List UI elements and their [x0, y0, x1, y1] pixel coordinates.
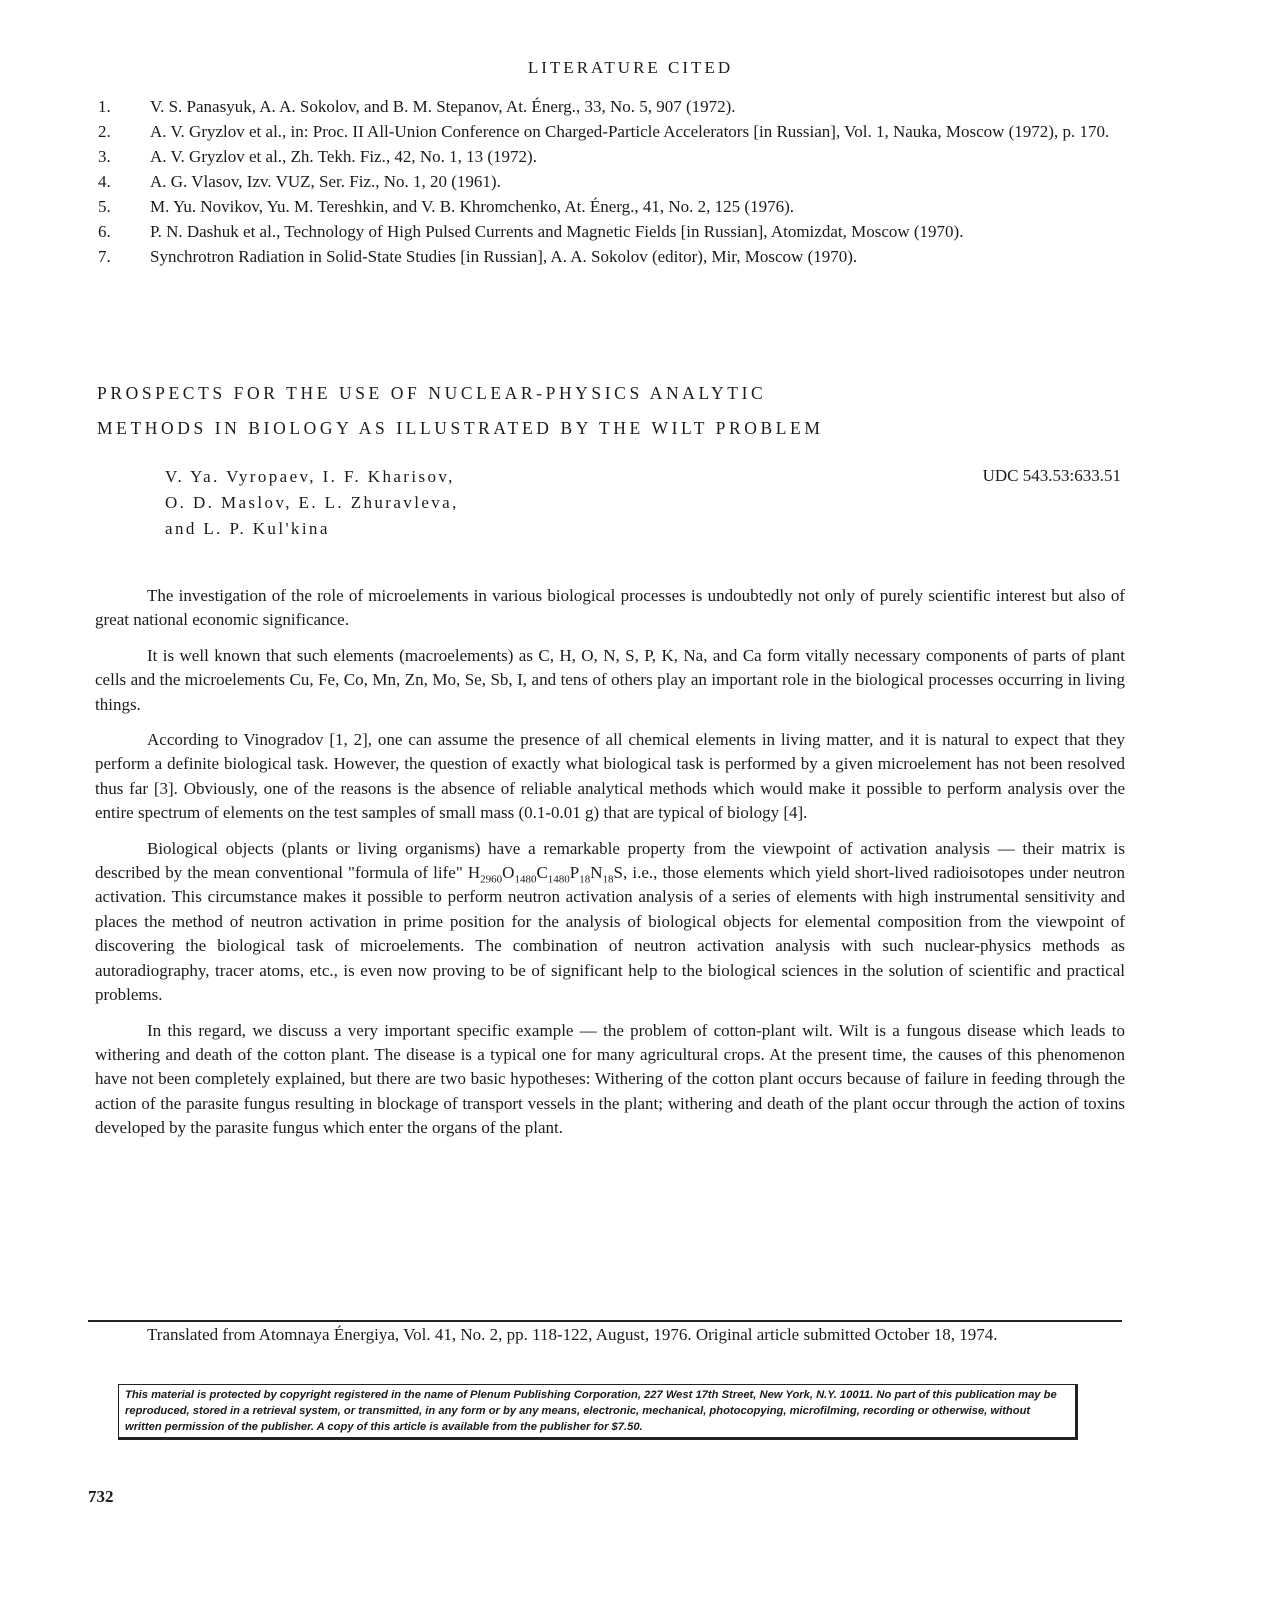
formula-of-life: $H_{2960}O_{1480}C_{1480}P_{18}N_{18}S$ [467, 863, 623, 886]
authors-line-2: O. D. Maslov, E. L. Zhuravleva, [165, 493, 459, 512]
article-title-line-1: PROSPECTS FOR THE USE OF NUCLEAR-PHYSICS ANALYTIC [97, 383, 767, 403]
reference-item [98, 244, 1178, 269]
footnote-divider [88, 1320, 1122, 1322]
paragraph-4 [95, 837, 1125, 1008]
reference-text: V. S. Panasyuk, A. A. Sokolov, and B. M. Stepanov, At. Énerg., 33, No. 5, 907 (1972). [150, 97, 736, 116]
paragraph-3: According to Vinogradov [1, 2], one can assume the presence of all chemical elements in living matter, and it is natural to expect that they perform a definite biological task. However, the question of exactly what biological task is performed by a given microelement has not been resolved thus far [3]. Obviously, one of the reasons is the absence of reliable analytical methods which would make it possible to perform analysis over the entire spectrum of elements on the test samples of small mass (0.1-0.01 g) that are typical of biology [4]. [95, 730, 1125, 823]
article-body [95, 584, 1125, 1152]
reference-item [98, 144, 1178, 169]
reference-number: 7. [98, 247, 111, 266]
copyright-notice: This material is protected by copyright registered in the name of Plenum Publishing Corporation, 227 West 17th Street, New York, N.Y. 10011. No part of this publication may be reproduced, stored in a retrieval system, or transmitted, in any form or by any means, electronic, mechanical, photocopying, microfilming, recording or otherwise, without written permission of the publisher. A copy of this article is available from the publisher for $7.50. [118, 1384, 1078, 1440]
reference-item [98, 194, 1178, 219]
reference-text: P. N. Dashuk et al., Technology of High Pulsed Currents and Magnetic Fields [in Russian], Atomizdat, Moscow (1970). [150, 222, 964, 241]
paragraph-4-end: , i.e., those elements which yield short-lived radioisotopes under neutron activation. This circumstance makes it possible to perform neutron activation analysis of a series of elements with high instrumental sensitivity and places the method of neutron activation in prime position for the analysis of biological objects for elemental composition from the viewpoint of discovering the biological task of microelements. The combination of neutron activation analysis with such nuclear-physics methods as autoradiography, tracer atoms, etc., is even now proving to be of significant help to the biological sciences in the solution of scientific and practical problems. [95, 863, 1125, 1005]
reference-text: Synchrotron Radiation in Solid-State Studies [in Russian], A. A. Sokolov (editor), Mir, Moscow (1970). [150, 247, 858, 266]
reference-item [98, 219, 1178, 244]
reference-item [98, 169, 1178, 194]
reference-text: A. G. Vlasov, Izv. VUZ, Ser. Fiz., No. 1, 20 (1961). [150, 172, 501, 191]
authors [165, 464, 459, 542]
article-title-line-2: METHODS IN BIOLOGY AS ILLUSTRATED BY THE WILT PROBLEM [97, 418, 824, 438]
authors-line-1: V. Ya. Vyropaev, I. F. Kharisov, [165, 467, 455, 486]
reference-text: A. V. Gryzlov et al., in: Proc. II All-Union Conference on Charged-Particle Accelerators [in Russian], Vol. 1, Nauka, Moscow (1972), p. 170. [150, 122, 1110, 141]
reference-number: 5. [98, 197, 111, 216]
paragraph-2: It is well known that such elements (macroelements) as C, H, O, N, S, P, K, Na, and Ca form vitally necessary components of parts of plant cells and the microelements Cu, Fe, Co, Mn, Zn, Mo, Se, Sb, I, and tens of others play an important role in the biological processes occurring in living things. [95, 645, 1125, 714]
authors-line-3: and L. P. Kul'kina [165, 519, 330, 538]
reference-number: 2. [98, 122, 111, 141]
translation-footnote: Translated from Atomnaya Énergiya, Vol. 41, No. 2, pp. 118-122, August, 1976. Original article submitted October 18, 1974. [147, 1325, 998, 1344]
udc-code: UDC 543.53:633.51 [982, 466, 1121, 485]
reference-number: 4. [98, 172, 111, 191]
reference-text: M. Yu. Novikov, Yu. M. Tereshkin, and V. B. Khromchenko, At. Énerg., 41, No. 2, 125 (1976). [150, 197, 794, 216]
paragraph-1: The investigation of the role of microelements in various biological processes is undoubtedly not only of purely scientific interest but also of great national economic significance. [95, 586, 1125, 630]
paragraph-5: In this regard, we discuss a very important specific example — the problem of cotton-plant wilt. Wilt is a fungous disease which leads to withering and death of the cotton plant. The disease is a typical one for many agricultural crops. At the present time, the causes of this phenomenon have not been completely explained, but there are two basic hypotheses: Withering of the cotton plant occurs because of failure in feeding through the action of the parasite fungus resulting in blockage of transport vessels in the plant; withering and death of the plant occur through the action of toxins developed by the parasite fungus which enter the organs of the plant. [95, 1020, 1125, 1138]
page-number: 732 [88, 1487, 114, 1506]
reference-number: 6. [98, 222, 111, 241]
literature-cited-heading: LITERATURE CITED [527, 58, 734, 77]
reference-item [98, 119, 1178, 144]
reference-number: 1. [98, 97, 111, 116]
reference-list [98, 94, 1178, 269]
paragraph-4-start: Biological objects (plants or living organisms) have a remarkable property from the viewpoint of activation analysis — their matrix is described by the mean conventional "formula of life" [95, 838, 1125, 883]
reference-number: 3. [98, 147, 111, 166]
reference-text: A. V. Gryzlov et al., Zh. Tekh. Fiz., 42, No. 1, 13 (1972). [150, 147, 537, 166]
reference-item [98, 94, 1178, 119]
